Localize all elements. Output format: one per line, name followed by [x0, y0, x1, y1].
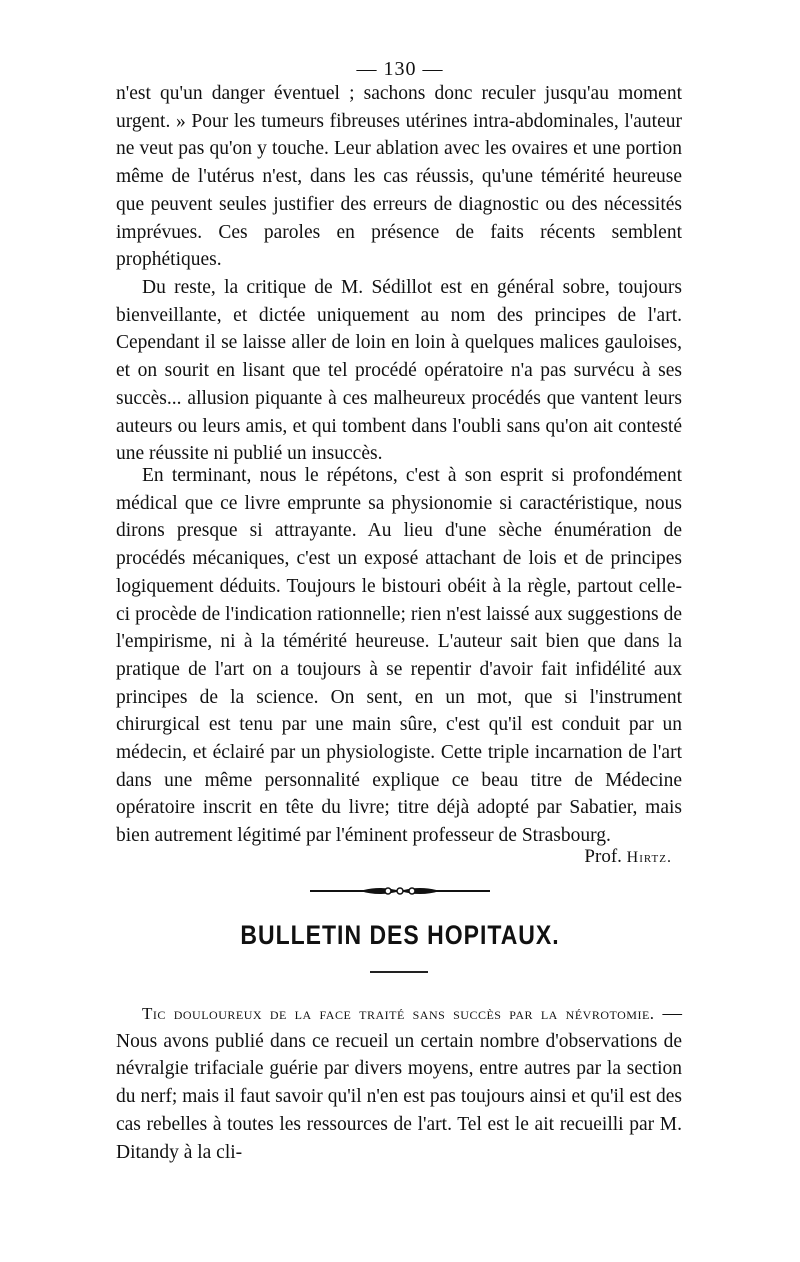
- page-number: — 130 —: [356, 58, 444, 80]
- signature-prefix: Prof.: [584, 846, 622, 867]
- ornamental-rule: [0, 884, 800, 902]
- section-heading: BULLETIN DES HOPITAUX.: [240, 919, 560, 950]
- paragraph-2: Du reste, la critique de M. Sédillot est en général sobre, toujours bienveillante, et dictée uniquement au nom des principes de l'art. Cependant il se laisse aller de loin en loin à quelques malices gauloises, et on sourit en lisant que tel procédé opératoire n'a pas survécu à ses succès... allusion piquante à ces malheureux procédés que vantent leurs auteurs ou leurs amis, et qui tombent dans l'oubli sans qu'on ait contesté une réussite ni publié un insuccès.: [116, 277, 682, 465]
- case-title: Tic douloureux de la face traité sans succès par la névrotomie.: [142, 1004, 655, 1023]
- ornament-divider-icon: [310, 885, 490, 897]
- paragraph-3: En terminant, nous le répétons, c'est à son esprit si profondément médical que ce livre emprunte sa physionomie si caractéristique, nous dirons presque si attrayante. Au lieu d'une sèche énumération de procédés mécaniques, c'est un exposé attachant de lois et de principes logiquement déduits. Toujours le bistouri obéit à la règle, partout celle-ci procède de l'indication rationnelle; rien n'est laissé aux suggestions de l'empirisme, ni à la témérité heureuse. L'auteur sait bien que dans la pratique de l'art on a toujours à se repentir d'avoir fait infidélité aux principes de la science. On sent, en un mot, que si l'instrument chirurgical est tenu par une main sûre, c'est qu'il est conduit par un médecin, et éclairé par un physiologiste. Cette triple incarnation de l'art dans une même personnalité explique ce beau titre de Médecine opératoire inscrit en tête du livre; titre déjà adopté par Sabatier, mais bien autrement légitimé par l'éminent professeur de Strasbourg.: [116, 465, 682, 847]
- heading-underline: [370, 971, 428, 973]
- author-signature: [584, 846, 672, 868]
- paragraph-1: n'est qu'un danger éventuel ; sachons donc reculer jusqu'au moment urgent. » Pour les tumeurs fibreuses utérines intra-abdominales, l'auteur ne veut pas qu'on y touche. Leur ablation avec les ovaires et une portion même de l'utérus n'est, dans les cas réussis, qu'une témérité heureuse que peuvent seules justifier des erreurs de diagnostic ou des nécessités imprévues. Ces paroles en présence de faits récents semblent prophétiques.: [116, 83, 682, 271]
- paragraph-4: [116, 1000, 682, 1166]
- case-body: — Nous avons publié dans ce recueil un certain nombre d'observations de névralgie trifaciale guérie par divers moyens, entre autres par la section du nerf; mais il faut savoir qu'il n'en est pas toujours ainsi et qu'il est des cas rebelles à toutes les ressources de l'art. Tel est le ait recueilli par M. Ditandy à la cli-: [116, 1003, 682, 1163]
- signature-name: Hirtz.: [626, 849, 672, 866]
